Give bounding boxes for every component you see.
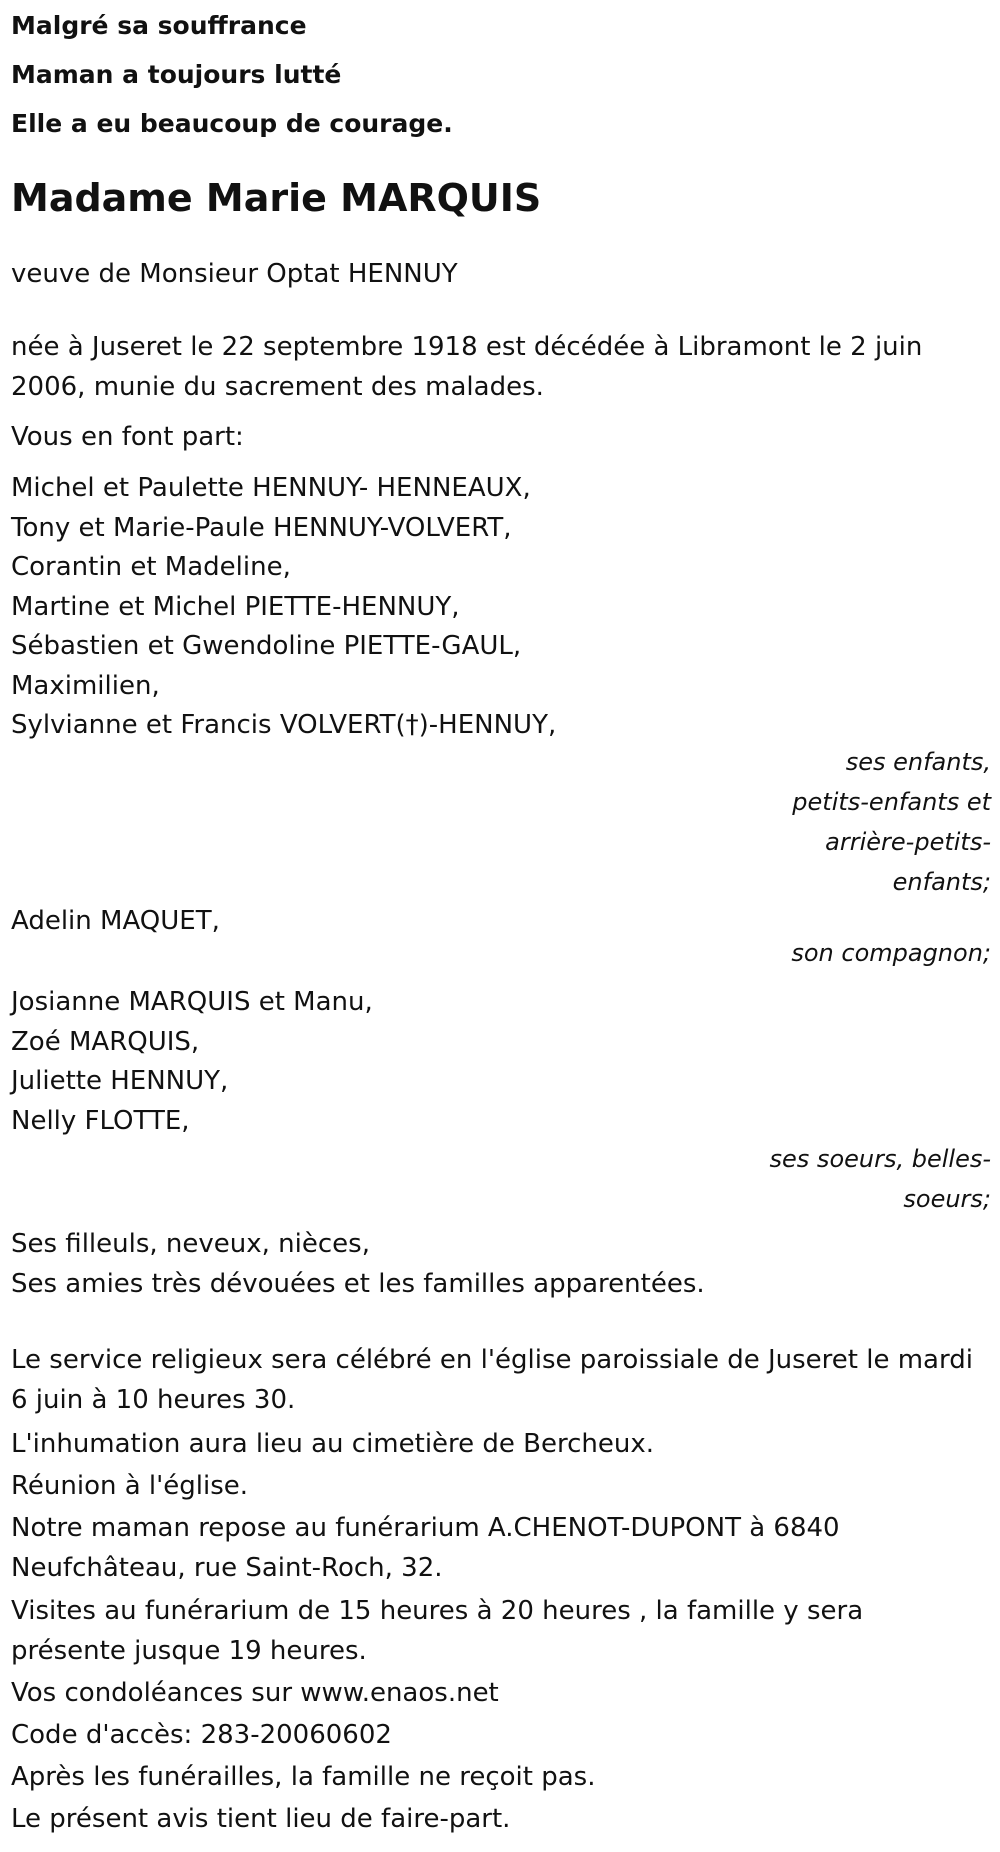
list-item: Zoé MARQUIS, xyxy=(11,1026,200,1057)
list-item: Sylvianne et Francis VOLVERT(†)-HENNUY, xyxy=(11,710,557,740)
list-item: Josianne MARQUIS et Manu, xyxy=(11,987,373,1017)
announcers-intro: Vous en font part: xyxy=(11,422,244,452)
sisters-role: ses soeurs, belles-soeurs; xyxy=(769,1145,991,1213)
children-list xyxy=(11,469,991,746)
visits-info: Visites au funérarium de 15 heures à 20 heures , la famille y sera présente jusque 19 heures. xyxy=(11,1596,864,1666)
service-info: Le service religieux sera célébré en l'église paroissiale de Juseret le mardi 6 juin à 10 heures 30. xyxy=(11,1345,973,1415)
condolences-info: Vos condoléances sur www.enaos.net xyxy=(11,1678,499,1708)
motto-line-3: Elle a eu beaucoup de courage. xyxy=(11,109,453,138)
motto-line-2: Maman a toujours lutté xyxy=(11,60,342,89)
companion-role: son compagnon; xyxy=(791,939,991,967)
motto-line-1: Malgré sa souffrance xyxy=(11,11,307,40)
list-item: Michel et Paulette HENNUY- HENNEAUX, xyxy=(11,473,531,503)
others-list xyxy=(11,1225,991,1304)
sisters-list xyxy=(11,983,991,1141)
list-item: Tony et Marie-Paule HENNUY-VOLVERT, xyxy=(11,512,512,543)
list-item: Corantin et Madeline, xyxy=(11,552,291,582)
birth-death: née à Juseret le 22 septembre 1918 est décédée à Libramont le 2 juin 2006, munie du sacrement des malades. xyxy=(11,332,923,402)
motto xyxy=(11,0,991,148)
obituary-notice xyxy=(11,0,991,1839)
meeting-info: Réunion à l'église. xyxy=(11,1471,249,1501)
deceased-name: Madame Marie MARQUIS xyxy=(11,176,542,220)
after-funeral-info: Après les funérailles, la famille ne reçoit pas. xyxy=(11,1762,596,1792)
notice-info: Le présent avis tient lieu de faire-part. xyxy=(11,1804,511,1834)
funeral-home-info: Notre maman repose au funérarium A.CHENOT-DUPONT à 6840 Neufchâteau, rue Saint-Roch, 32. xyxy=(11,1513,840,1583)
list-item: Ses amies très dévouées et les familles apparentées. xyxy=(11,1268,705,1299)
widow-of: veuve de Monsieur Optat HENNUY xyxy=(11,259,458,289)
list-item: Maximilien, xyxy=(11,670,160,701)
access-code: Code d'accès: 283-20060602 xyxy=(11,1720,392,1750)
list-item: Ses filleuls, neveux, nièces, xyxy=(11,1229,370,1259)
list-item: Martine et Michel PIETTE-HENNUY, xyxy=(11,591,460,622)
companion: Adelin MAQUET, xyxy=(11,905,220,936)
burial-info: L'inhumation aura lieu au cimetière de Bercheux. xyxy=(11,1429,655,1459)
list-item: Sébastien et Gwendoline PIETTE-GAUL, xyxy=(11,631,522,661)
list-item: Nelly FLOTTE, xyxy=(11,1105,190,1136)
list-item: Juliette HENNUY, xyxy=(11,1066,229,1096)
children-role: ses enfants, petits-enfants et arrière-petits-enfants; xyxy=(792,747,991,896)
